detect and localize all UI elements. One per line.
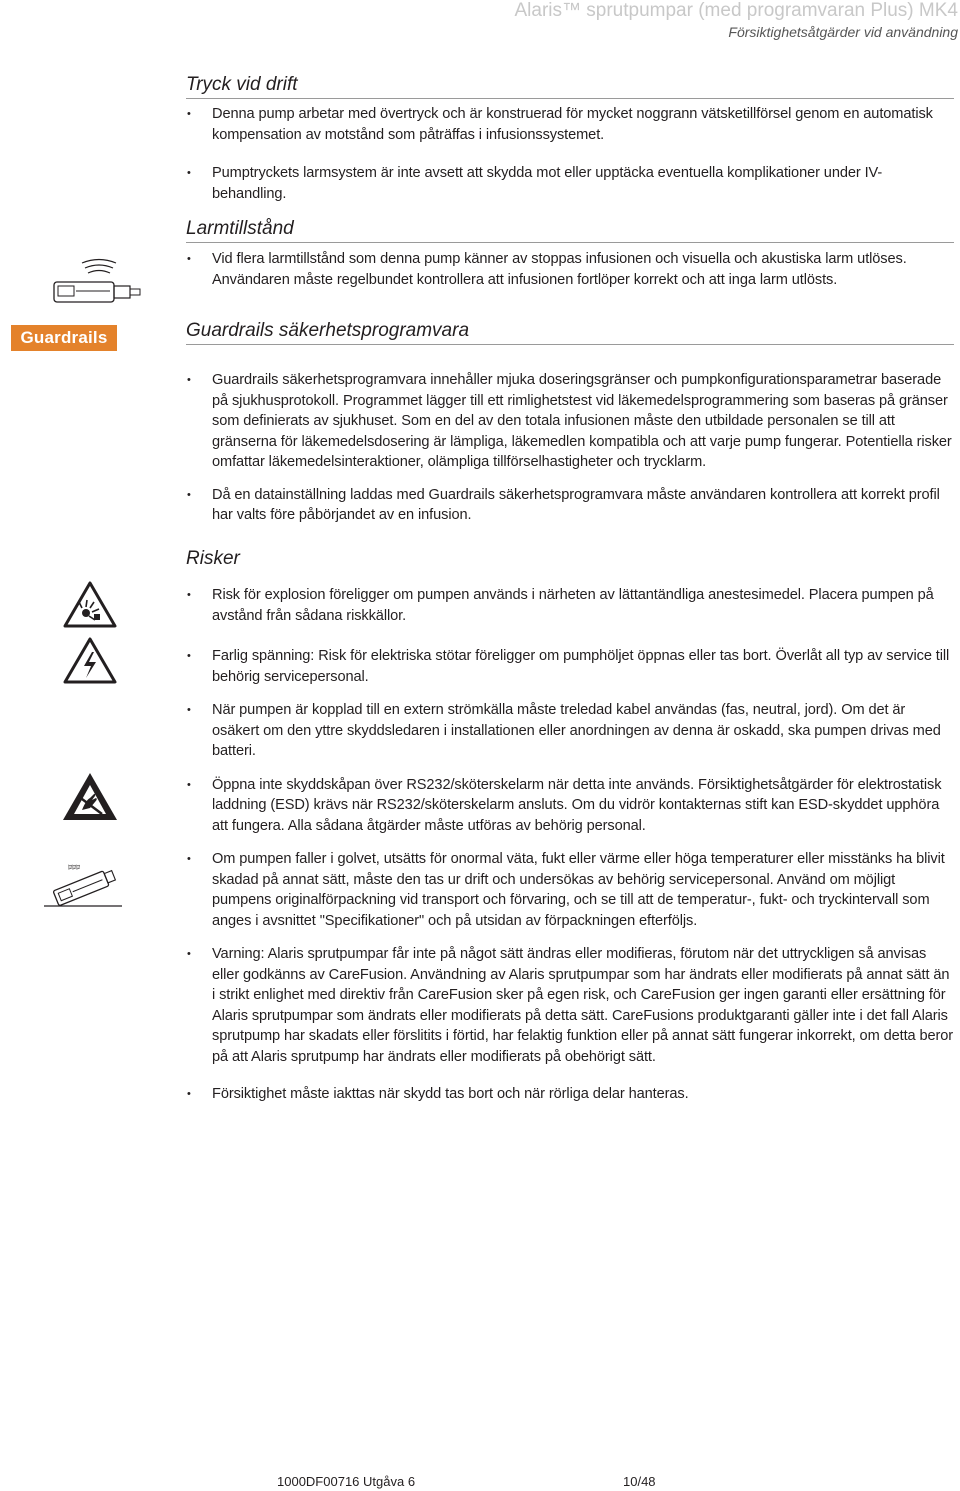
running-header-title: Alaris™ sprutpumpar (med programvaran Plus) MK4 [514, 0, 958, 21]
list-item: • Försiktighet måste iakttas när skydd tas bort och när rörliga delar hanteras. [186, 1084, 956, 1105]
heading-tryck-vid-drift: Tryck vid drift [186, 74, 954, 99]
heading-larmtillstand: Larmtillstånd [186, 218, 954, 243]
guardrails-logo: Guardrails [11, 325, 117, 351]
footer-doc-id: 1000DF00716 Utgåva 6 [277, 1474, 416, 1489]
list-item: • Farlig spänning: Risk för elektriska stötar föreligger om pumphöljet öppnas eller tas bort. Överlåt all typ av service till behörig servicepersonal. [186, 646, 956, 687]
list-item: • Risk för explosion föreligger om pumpen används i närheten av lättantändliga anestesimedel. Placera pumpen på avstånd från sådana riskkällor. [186, 585, 956, 626]
list-item: • Om pumpen faller i golvet, utsätts för onormal väta, fukt eller värme eller höga temperaturer eller misstänks ha blivit skadad på annat sätt, måste den tas ur drift och undersökas av behörig servicepersonal. Använd om möjligt pumpens originalförpackning vid transport och förvaring, och se till att de temperatur-, fukt- och tryckintervall som anges i avsnittet "Specifikationer" och på utsidan av förpackningen efterföljs. [186, 849, 956, 931]
electric-shock-icon [62, 636, 118, 686]
list-item: • Öppna inte skyddskåpan över RS232/sköterskelarm när detta inte används. Försiktighetsåtgärder för elektrostatisk laddning (ESD) krävs när RS232/sköterskelarm ansluts. Om du vidrör kontakternas stift kan ESD-skyddet upphöra att fungera. Alla sådana åtgärder måste utföras av behörig personal. [186, 775, 956, 837]
footer-page-number: 10/48 [623, 1474, 656, 1489]
list-item: • Då en datainställning laddas med Guardrails säkerhetsprogramvara måste användaren kontrollera att korrekt profil har valts före påbörjandet av en infusion. [186, 485, 956, 526]
list-item: • Varning: Alaris sprutpumpar får inte på något sätt ändras eller modifieras, förutom när det uttryckligen så anvisas eller godkänns av CareFusion. Användning av Alaris sprutpumpar som har ändrats eller modifierats på annat sätt än i strikt enlighet med direktiv från CareFusion sker på egen risk, och CareFusion ger ingen garanti eller ersättning för Alaris sprutpumpar som ändrats eller modifierats på detta sätt. CareFusions produktgaranti gäller inte i det fall Alaris sprutpump har skadats eller förslitits i förtid, har felaktig funktion eller på annat sätt fungerar inkorrekt, om detta beror på att Alaris sprutpump har ändrats eller modifierats på obehörigt sätt. [186, 944, 956, 1067]
dropped-pump-icon [42, 858, 124, 910]
heading-guardrails: Guardrails säkerhetsprogramvara [186, 320, 954, 345]
running-header-subtitle: Försiktighetsåtgärder vid användning [728, 24, 958, 40]
list-item: • Vid flera larmtillstånd som denna pump känner av stoppas infusionen och visuella och akustiska larm utlöses. Användaren måste regelbundet kontrollera att infusionen fortlöper korrekt och att inga larm utlösts. [186, 249, 956, 290]
list-guardrails [186, 370, 956, 526]
explosion-hazard-icon [62, 580, 118, 630]
list-larm [186, 249, 956, 290]
list-item: • Pumptryckets larmsystem är inte avsett att skydda mot eller upptäcka eventuella komplikationer under IV-behandling. [186, 163, 956, 204]
heading-risker: Risker [186, 548, 240, 569]
pump-alarm-icon [52, 254, 146, 306]
list-item: • När pumpen är kopplad till en extern strömkälla måste treledad kabel användas (fas, neutral, jord). Om det är osäkert om den yttre skyddsledaren i installationen eller anordningen av denna är oskadd, ska pumpen drivas med batteri. [186, 700, 956, 762]
list-risker [186, 585, 956, 1105]
list-item: • Denna pump arbetar med övertryck och är konstruerad för mycket noggrann vätsketillförsel genom en automatisk kompensation av motstånd som påträffas i infusionssystemet. [186, 104, 956, 145]
list-item: • Guardrails säkerhetsprogramvara innehåller mjuka doseringsgränser och pumpkonfigurationsparametrar baserade på sjukhusprotokoll. Programmet lägger till ett rimlighetstest vid läkemedelsprogrammering som baseras på gränser som definierats av sjukhuset. Som en del av den totala infusionen måste den utbildade personalen se till att gränserna för läkemedelsdosering är lämpliga, läkemedlen kompatibla och att varje pump fungerar. Potentiella risker omfattar läkemedelsinteraktioner, olämpliga tillförselhastigheter och trycklarm. [186, 370, 956, 473]
list-tryck [186, 104, 956, 204]
esd-warning-icon [60, 770, 120, 824]
svg-text:ﾛﾛﾛ: ﾛﾛﾛ [68, 863, 80, 872]
